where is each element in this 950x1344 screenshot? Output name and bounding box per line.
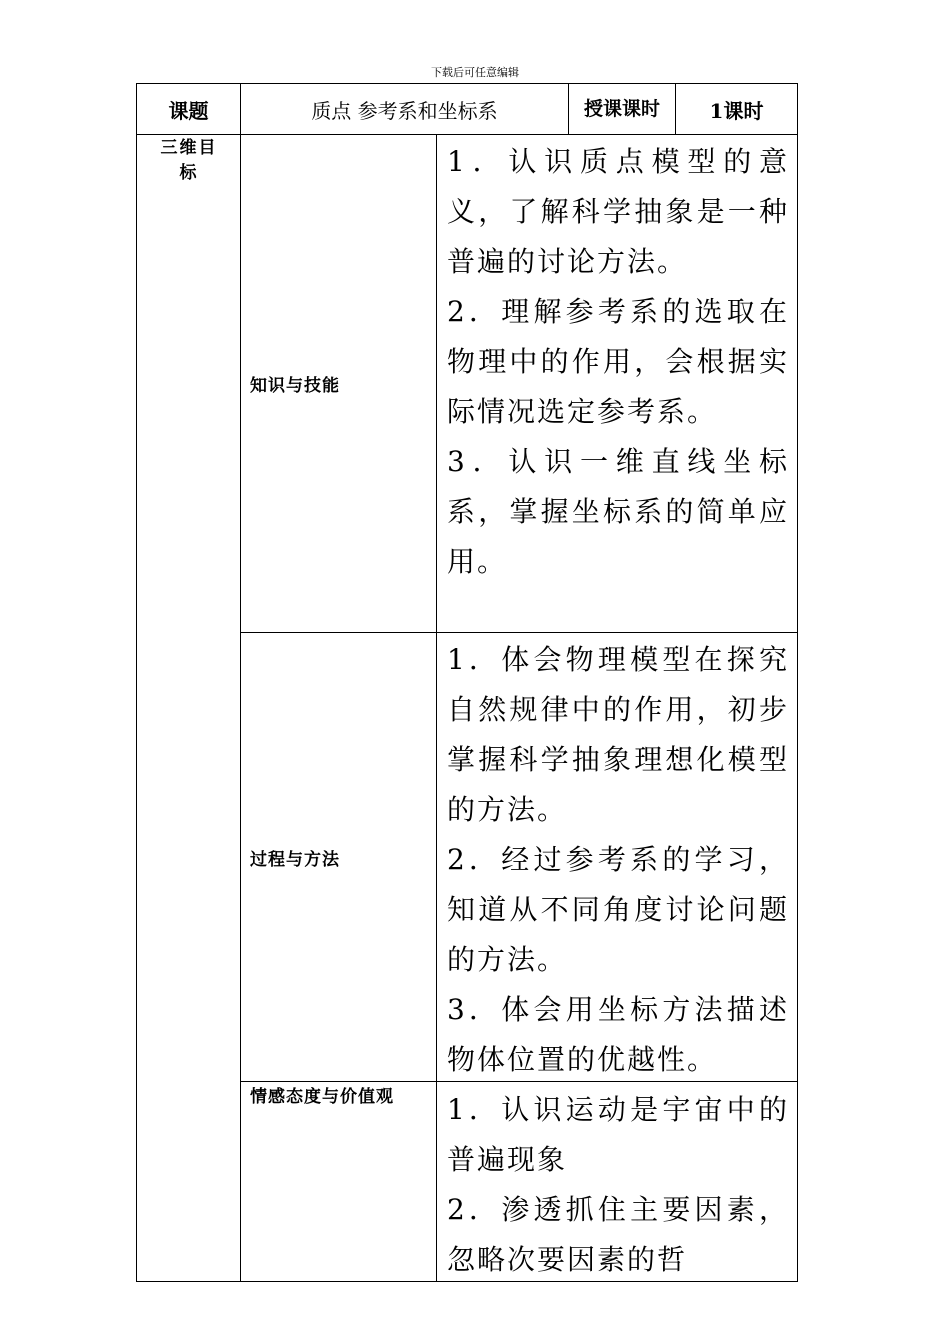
section-goals-process (437, 635, 797, 1085)
section-name-attitude: 情感态度与价值观 (250, 1087, 394, 1107)
goal-item: 3．体会用坐标方法描述物体位置的优越性。 (447, 993, 789, 1076)
subject-label: 课题 (168, 98, 209, 123)
goal-item: 3．认识一维直线坐标系，掌握坐标系的简单应用。 (447, 445, 789, 578)
goal-item: 2．理解参考系的选取在物理中的作用，会根据实际情况选定参考系。 (447, 295, 789, 428)
hours-value: 1课时 (709, 98, 764, 123)
hours-label: 授课课时 (583, 98, 660, 120)
goal-item: 1．认识运动是宇宙中的普遍现象 (447, 1093, 789, 1176)
goal-item: 2．经过参考系的学习，知道从不同角度讨论问题的方法。 (447, 843, 789, 976)
goal-item: 1．体会物理模型在探究自然规律中的作用，初步掌握科学抽象理想化模型的方法。 (447, 643, 789, 826)
section-name-knowledge: 知识与技能 (250, 376, 340, 396)
goal-item: 2．渗透抓住主要因素，忽略次要因素的哲 (447, 1193, 789, 1276)
objectives-label: 三维目标 (160, 138, 218, 183)
section-name-process: 过程与方法 (250, 849, 340, 870)
subject-value: 质点 参考系和坐标系 (311, 98, 498, 123)
section-goals-attitude (437, 1085, 797, 1281)
section-goals-knowledge (437, 137, 797, 587)
page-note: 下载后可任意编辑 (431, 66, 519, 79)
goal-item: 1．认识质点模型的意义，了解科学抽象是一种普遍的讨论方法。 (447, 145, 789, 278)
